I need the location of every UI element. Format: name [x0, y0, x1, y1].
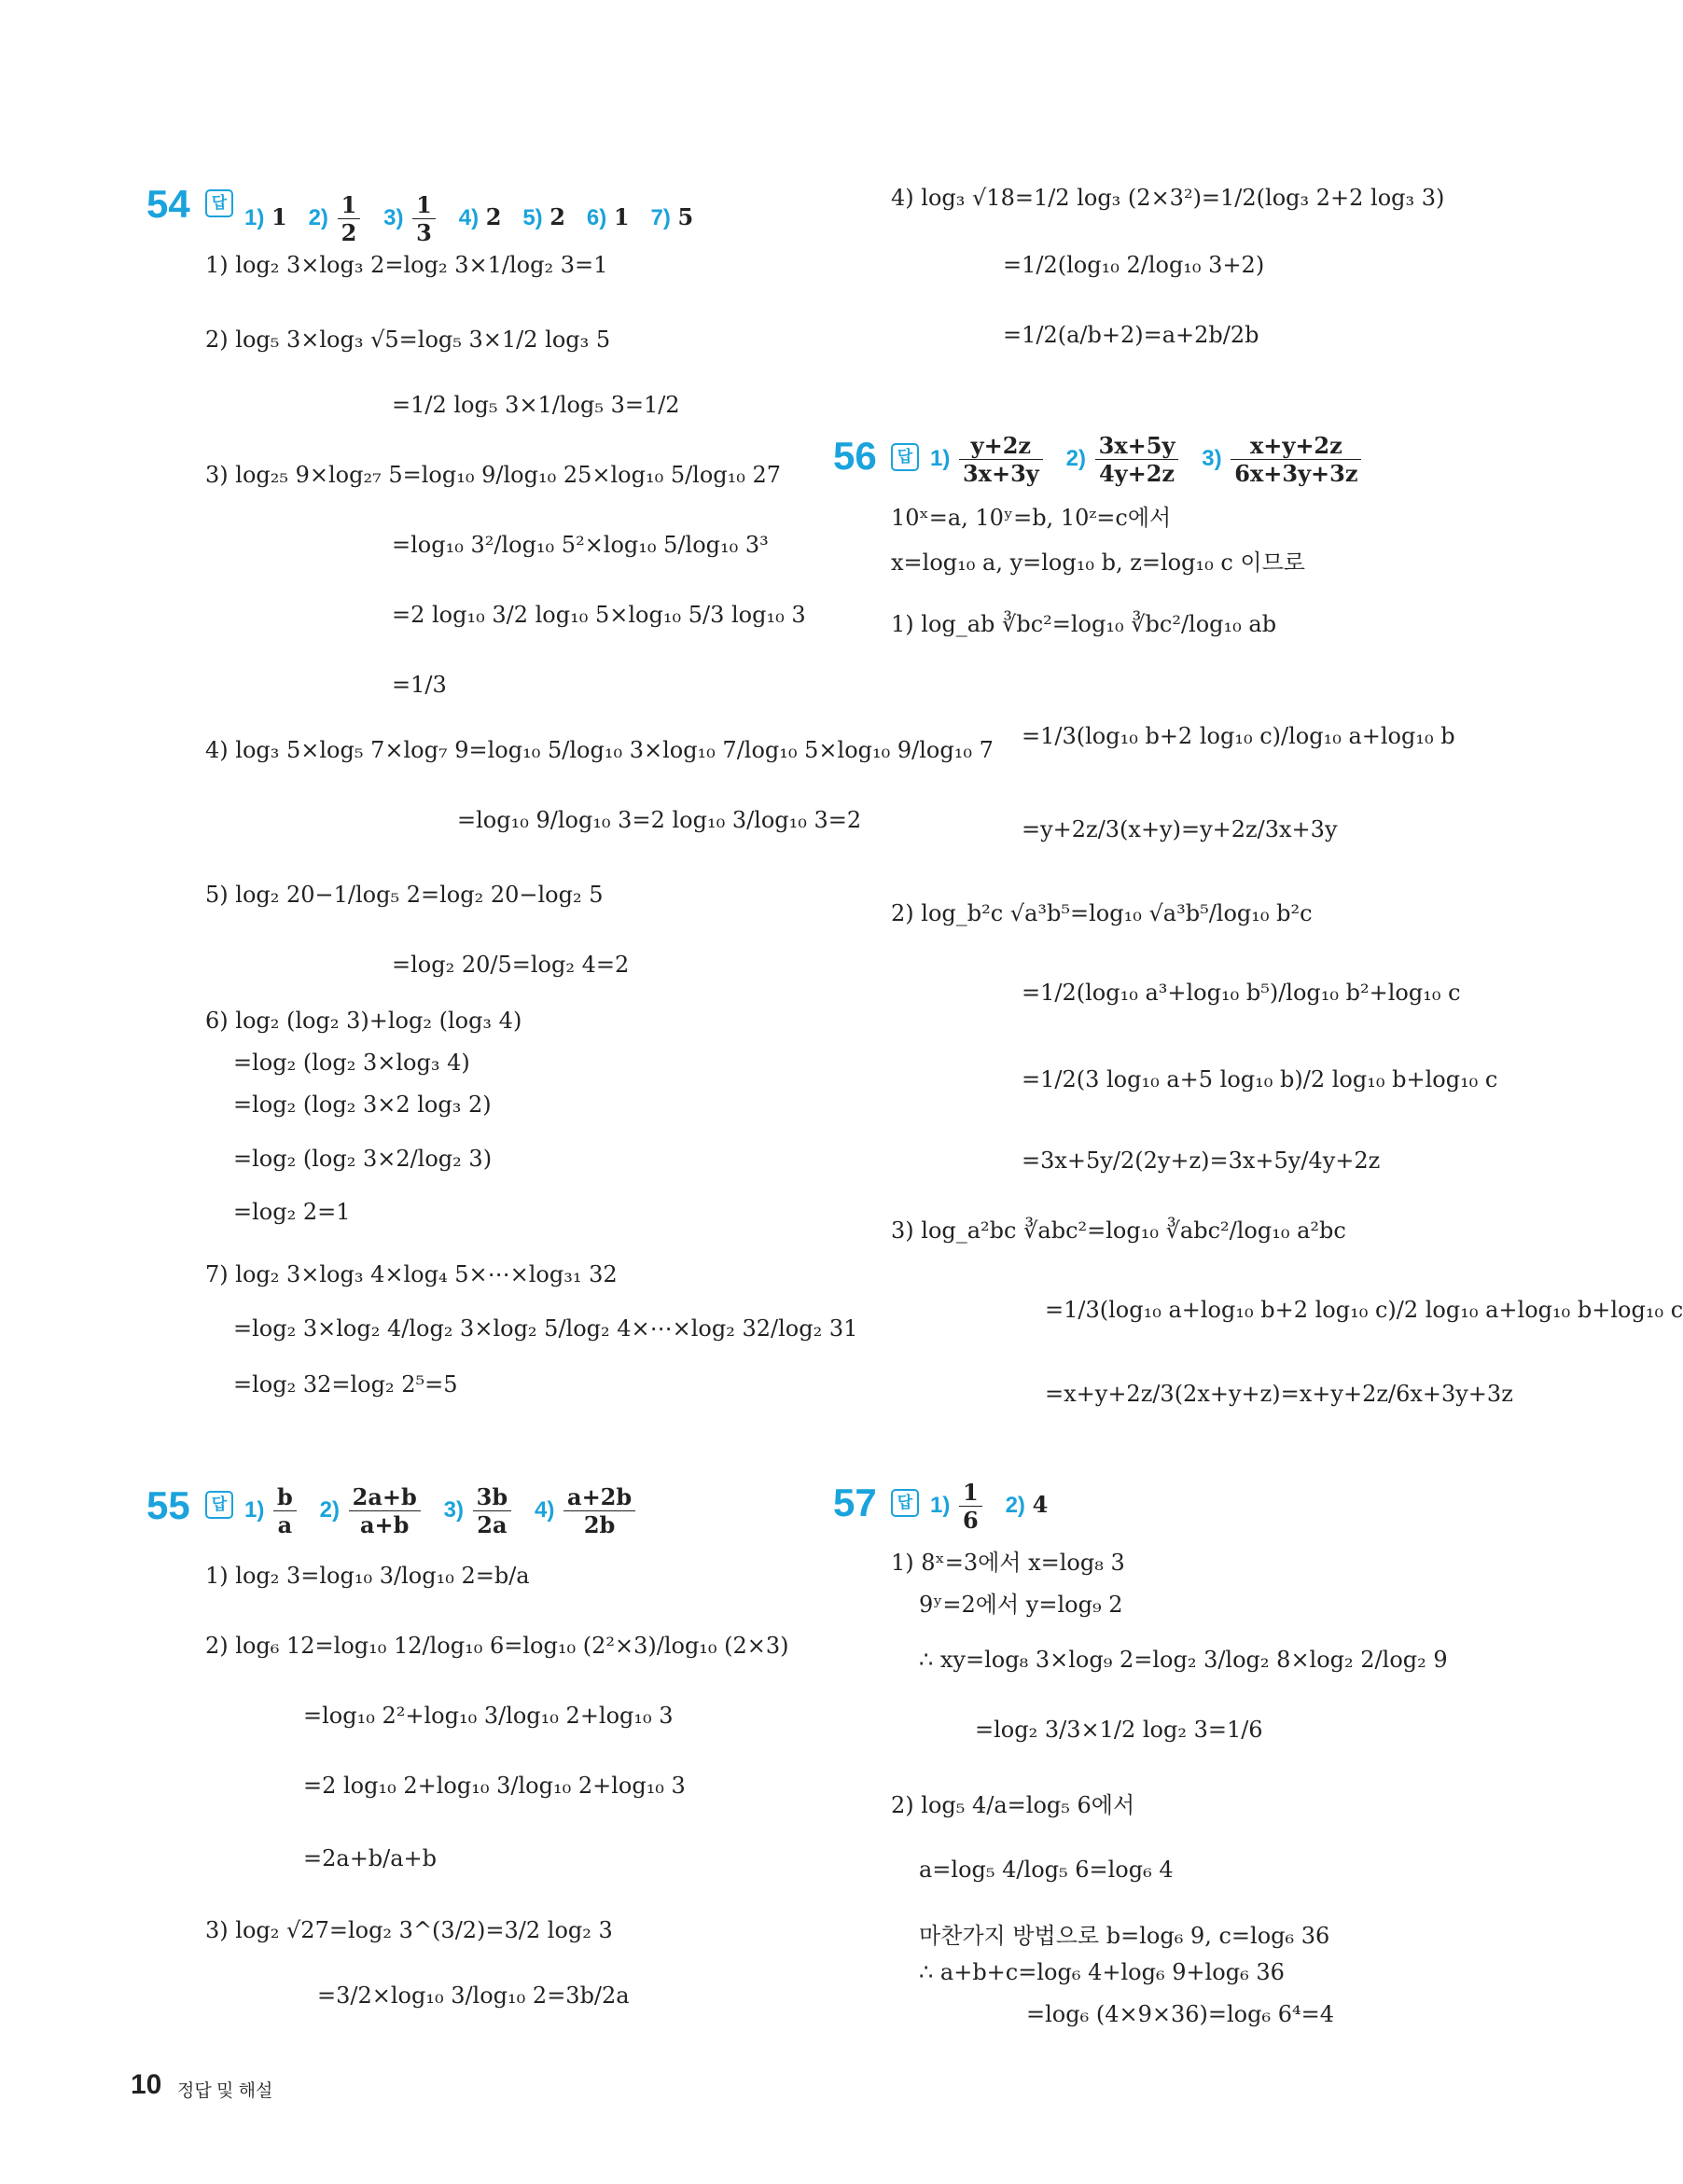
- solution-line: =log₆ (4×9×36)=log₆ 6⁴=4: [1026, 2001, 1334, 2027]
- solution-line: =3/2×log₁₀ 3/log₁₀ 2=3b/2a: [317, 1982, 630, 2009]
- page-number: 10: [131, 2069, 162, 2100]
- answer-line-55: 1) $\frac{b}{a}$ 2) $\frac{2a+b}{a+b}$ 3) $\frac{3b}{2a}$ 4) $\frac{a+2b}{2b}$: [244, 1483, 637, 1538]
- answer-badge: 답: [891, 443, 919, 471]
- solution-line: =1/3: [392, 672, 447, 698]
- solution-line: =3x+5y/2(2y+z)=3x+5y/4y+2z: [1022, 1148, 1381, 1174]
- solution-line: =x+y+2z/3(2x+y+z)=x+y+2z/6x+3y+3z: [1045, 1381, 1513, 1407]
- solution-line: =2 log₁₀ 3/2 log₁₀ 5×log₁₀ 5/3 log₁₀ 3: [392, 602, 806, 628]
- solution-line: =y+2z/3(x+y)=y+2z/3x+3y: [1022, 816, 1338, 842]
- solution-line: a=log₅ 4/log₅ 6=log₆ 4: [919, 1857, 1174, 1883]
- answer-line-56: 1) $\frac{y+2z}{3x+3y}$ 2) $\frac{3x+5y}{4y+2z}$ 3) $\frac{x+y+2z}{6x+3y+3z}$: [930, 432, 1363, 487]
- solution-line: =1/3(log₁₀ b+2 log₁₀ c)/log₁₀ a+log₁₀ b: [1022, 723, 1455, 749]
- answer-line-57: 1) $\frac{1}{6}$ 2) 4: [930, 1479, 1049, 1534]
- solution-line: 3) log_a²bc ∛abc²=log₁₀ ∛abc²/log₁₀ a²bc: [891, 1217, 1346, 1244]
- solution-line: 1) log₂ 3×log₃ 2=log₂ 3×1/log₂ 3=1: [205, 252, 608, 278]
- solution-line: 4) log₃ √18=1/2 log₃ (2×3²)=1/2(log₃ 2+2 log₃ 3): [891, 185, 1445, 211]
- problem-number-54: 54: [146, 182, 190, 226]
- solution-line: 2) log₅ 3×log₃ √5=log₅ 3×1/2 log₃ 5: [205, 327, 611, 353]
- solution-line: =log₂ (log₂ 3×2/log₂ 3): [233, 1146, 493, 1172]
- solution-line: 2) log_b²c √a³b⁵=log₁₀ √a³b⁵/log₁₀ b²c: [891, 900, 1313, 926]
- answer-line-54: 1) 1 2) $\frac{1}{2}$ 3) $\frac{1}{3}$ 4) 2 5) 2 6) 1 7) 5: [244, 191, 694, 246]
- solution-line: =log₂ (log₂ 3×log₃ 4): [233, 1050, 470, 1076]
- solution-line: 6) log₂ (log₂ 3)+log₂ (log₃ 4): [205, 1008, 522, 1034]
- solution-line: =log₂ (log₂ 3×2 log₃ 2): [233, 1092, 492, 1118]
- solution-line: =1/2(log₁₀ 2/log₁₀ 3+2): [1003, 252, 1265, 278]
- solution-line: =log₂ 3×log₂ 4/log₂ 3×log₂ 5/log₂ 4×⋯×log₂ 32/log₂ 31: [233, 1315, 858, 1342]
- solution-line: 1) log₂ 3=log₁₀ 3/log₁₀ 2=b/a: [205, 1563, 530, 1589]
- solution-line: 1) 8ˣ=3에서 x=log₈ 3: [891, 1550, 1125, 1576]
- solution-line: =log₁₀ 9/log₁₀ 3=2 log₁₀ 3/log₁₀ 3=2: [457, 807, 862, 833]
- solution-line: 10ˣ=a, 10ʸ=b, 10ᶻ=c에서: [891, 505, 1172, 531]
- answer-badge: 답: [205, 1491, 233, 1519]
- solution-line: 3) log₂ √27=log₂ 3^(3/2)=3/2 log₂ 3: [205, 1917, 613, 1943]
- answer-badge: 답: [205, 189, 233, 217]
- answer-badge: 답: [891, 1489, 919, 1517]
- solution-line: =1/2(log₁₀ a³+log₁₀ b⁵)/log₁₀ b²+log₁₀ c: [1022, 980, 1461, 1006]
- problem-number-56: 56: [833, 434, 877, 478]
- solution-line: =1/2(3 log₁₀ a+5 log₁₀ b)/2 log₁₀ b+log₁₀ c: [1022, 1066, 1498, 1092]
- solution-line: =log₂ 20/5=log₂ 4=2: [392, 952, 630, 978]
- solution-line: ∴ a+b+c=log₆ 4+log₆ 9+log₆ 36: [919, 1959, 1285, 1985]
- solution-line: x=log₁₀ a, y=log₁₀ b, z=log₁₀ c 이므로: [891, 549, 1305, 576]
- problem-number-57: 57: [833, 1481, 877, 1524]
- solution-line: 2) log₅ 4/a=log₅ 6에서: [891, 1792, 1135, 1818]
- solution-line: =log₁₀ 3²/log₁₀ 5²×log₁₀ 5/log₁₀ 3³: [392, 532, 769, 558]
- solution-line: =1/3(log₁₀ a+log₁₀ b+2 log₁₀ c)/2 log₁₀ a+log₁₀ b+log₁₀ c: [1045, 1297, 1683, 1323]
- solution-line: 3) log₂₅ 9×log₂₇ 5=log₁₀ 9/log₁₀ 25×log₁₀ 5/log₁₀ 27: [205, 462, 782, 488]
- solution-line: =log₂ 32=log₂ 2⁵=5: [233, 1371, 458, 1398]
- solution-line: =log₁₀ 2²+log₁₀ 3/log₁₀ 2+log₁₀ 3: [303, 1703, 674, 1729]
- problem-number-55: 55: [146, 1483, 190, 1527]
- solution-line: 마찬가지 방법으로 b=log₆ 9, c=log₆ 36: [919, 1923, 1330, 1949]
- solution-line: 1) log_ab ∛bc²=log₁₀ ∛bc²/log₁₀ ab: [891, 611, 1277, 637]
- solution-line: =1/2(a/b+2)=a+2b/2b: [1003, 322, 1259, 348]
- solution-line: 9ʸ=2에서 y=log₉ 2: [919, 1592, 1123, 1618]
- footer-label: 정답 및 해설: [177, 2081, 273, 2101]
- solution-line: 7) log₂ 3×log₃ 4×log₄ 5×⋯×log₃₁ 32: [205, 1261, 618, 1287]
- solution-line: =2 log₁₀ 2+log₁₀ 3/log₁₀ 2+log₁₀ 3: [303, 1773, 686, 1799]
- solution-line: =1/2 log₅ 3×1/log₅ 3=1/2: [392, 392, 680, 418]
- solution-line: 2) log₆ 12=log₁₀ 12/log₁₀ 6=log₁₀ (2²×3)/log₁₀ (2×3): [205, 1633, 789, 1659]
- solution-line: 4) log₃ 5×log₅ 7×log₇ 9=log₁₀ 5/log₁₀ 3×log₁₀ 7/log₁₀ 5×log₁₀ 9/log₁₀ 7: [205, 737, 994, 763]
- solution-line: =log₂ 2=1: [233, 1199, 351, 1225]
- solution-line: 5) log₂ 20−1/log₅ 2=log₂ 20−log₂ 5: [205, 882, 604, 908]
- solution-line: =2a+b/a+b: [303, 1845, 438, 1871]
- solution-line: =log₂ 3/3×1/2 log₂ 3=1/6: [975, 1717, 1263, 1743]
- solution-line: ∴ xy=log₈ 3×log₉ 2=log₂ 3/log₂ 8×log₂ 2/log₂ 9: [919, 1647, 1448, 1673]
